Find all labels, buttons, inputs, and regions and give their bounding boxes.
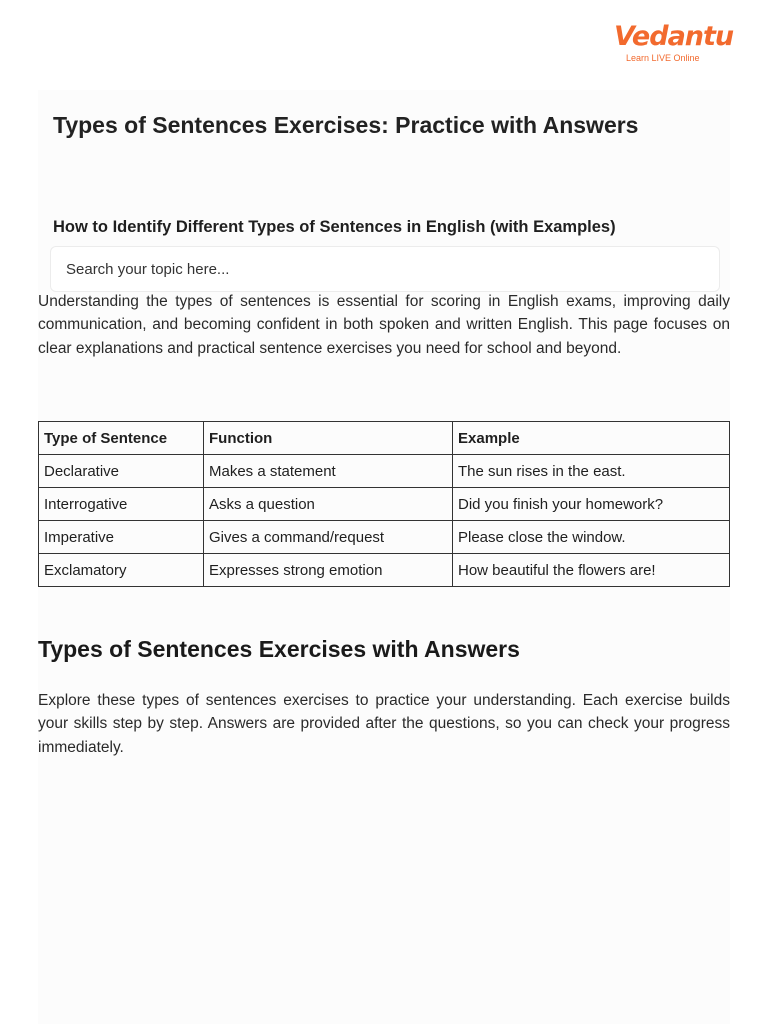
table-row	[39, 488, 730, 521]
exercises-paragraph: Explore these types of sentences exercises to practice your understanding. Each exercise builds your skills step by step. Answers are provided after the questions, so you can check your progress immediately.	[38, 692, 730, 756]
table-cell-function: Asks a question	[204, 488, 453, 521]
table-row	[39, 554, 730, 587]
table-cell-type: Interrogative	[39, 488, 204, 521]
table-cell-example: The sun rises in the east.	[453, 455, 730, 488]
page-subtitle: How to Identify Different Types of Sentences in English (with Examples)	[53, 218, 616, 236]
exercises-heading: Types of Sentences Exercises with Answers	[38, 636, 520, 662]
sentence-types-table	[38, 421, 730, 587]
search-input[interactable]	[50, 246, 720, 292]
table-cell-type: Imperative	[39, 521, 204, 554]
table-header-row	[39, 422, 730, 455]
intro-paragraph: Understanding the types of sentences is essential for scoring in English exams, improving daily communication, and becoming confident in both spoken and written English. This page focuses on clear explanations and practical sentence exercises you need for school and beyond.	[38, 293, 730, 357]
logo-tagline: Learn LIVE Online	[626, 53, 700, 63]
table-cell-function: Gives a command/request	[204, 521, 453, 554]
table-cell-function: Expresses strong emotion	[204, 554, 453, 587]
logo-wordmark: Vedantu	[614, 21, 734, 52]
table-cell-type: Declarative	[39, 455, 204, 488]
table-cell-type: Exclamatory	[39, 554, 204, 587]
table-cell-example: Please close the window.	[453, 521, 730, 554]
table-row	[39, 455, 730, 488]
vedantu-logo[interactable]	[614, 21, 734, 72]
table-header-example: Example	[453, 422, 730, 455]
table-header-type: Type of Sentence	[39, 422, 204, 455]
table-row	[39, 521, 730, 554]
table-cell-example: How beautiful the flowers are!	[453, 554, 730, 587]
page-title: Types of Sentences Exercises: Practice with Answers	[53, 112, 639, 138]
table-cell-example: Did you finish your homework?	[453, 488, 730, 521]
table-cell-function: Makes a statement	[204, 455, 453, 488]
search-placeholder: Search your topic here...	[66, 260, 230, 278]
table-header-function: Function	[204, 422, 453, 455]
